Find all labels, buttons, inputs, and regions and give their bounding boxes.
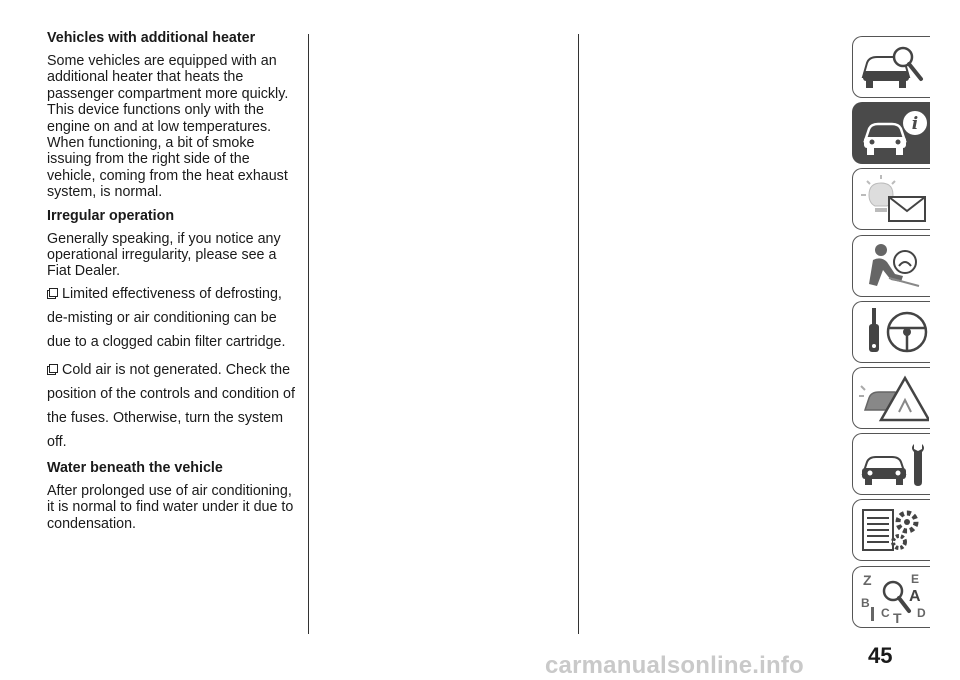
index-letter: B [861,595,870,610]
bullet-square-icon [47,288,58,299]
bullet-text: Cold air is not generated. Check the position of the controls and condition of the fuses. Otherwise, turn the system off. [47,361,295,450]
alphabetical-index-icon [859,571,929,623]
bullet-text: Limited effectiveness of defrosting, de-misting or air conditioning can be due to a clogged cabin filter cartridge. [47,285,286,350]
car-service-wrench-icon [859,438,929,490]
section-heading: Water beneath the vehicle [47,459,223,476]
key-steering-wheel-icon [859,306,929,358]
section-heading: Irregular operation [47,207,175,224]
car-inspection-icon [859,41,929,93]
chapter-tabs [852,36,932,632]
tab-warning-lights-messages[interactable] [852,168,930,230]
tab-starting-driving[interactable] [852,301,930,363]
tab-technical-data[interactable] [852,499,930,561]
warning-light-message-icon [859,173,929,225]
tab-emergency[interactable] [852,367,930,429]
paragraph: Some vehicles are equipped with an additional heater that heats the passenger compartment more quickly. This device functions only with the engine on and at low temperatures. When functioning, a bit of smoke issuing from the right side of the vehicle, coming from the heat exhaust system, is normal. [47,53,289,201]
tab-index[interactable] [852,566,930,628]
technical-data-gears-icon [859,504,929,556]
column-divider [308,34,309,634]
section-heading: Vehicles with additional heater [47,30,256,46]
bullet-square-icon [47,364,58,375]
airbag-seat-icon [859,240,929,292]
index-letter: Z [863,571,872,588]
car-emergency-icon [859,372,929,424]
index-letter: A [909,587,921,605]
tab-servicing[interactable] [852,433,930,495]
tab-car-info[interactable] [852,102,930,164]
watermark: carmanualsonline.info [545,652,804,679]
index-letter: D [917,605,926,620]
column-divider [578,34,579,634]
index-letter: T [893,609,902,623]
tab-car-inspection[interactable] [852,36,930,98]
text-column [47,30,302,539]
paragraph: Generally speaking, if you notice any operational irregularity, please see a Fiat Dealer. [47,230,281,280]
tab-safety[interactable] [852,235,930,297]
paragraph: After prolonged use of air conditioning, it is normal to find water under it due to condensation. [47,482,294,532]
svg-text:i: i [911,114,919,135]
bullet-item [47,282,302,354]
index-letter: C [881,605,890,620]
page-number: 45 [868,643,893,668]
car-info-icon [859,107,929,159]
index-letter: E [911,571,920,586]
bullet-item [47,358,302,454]
